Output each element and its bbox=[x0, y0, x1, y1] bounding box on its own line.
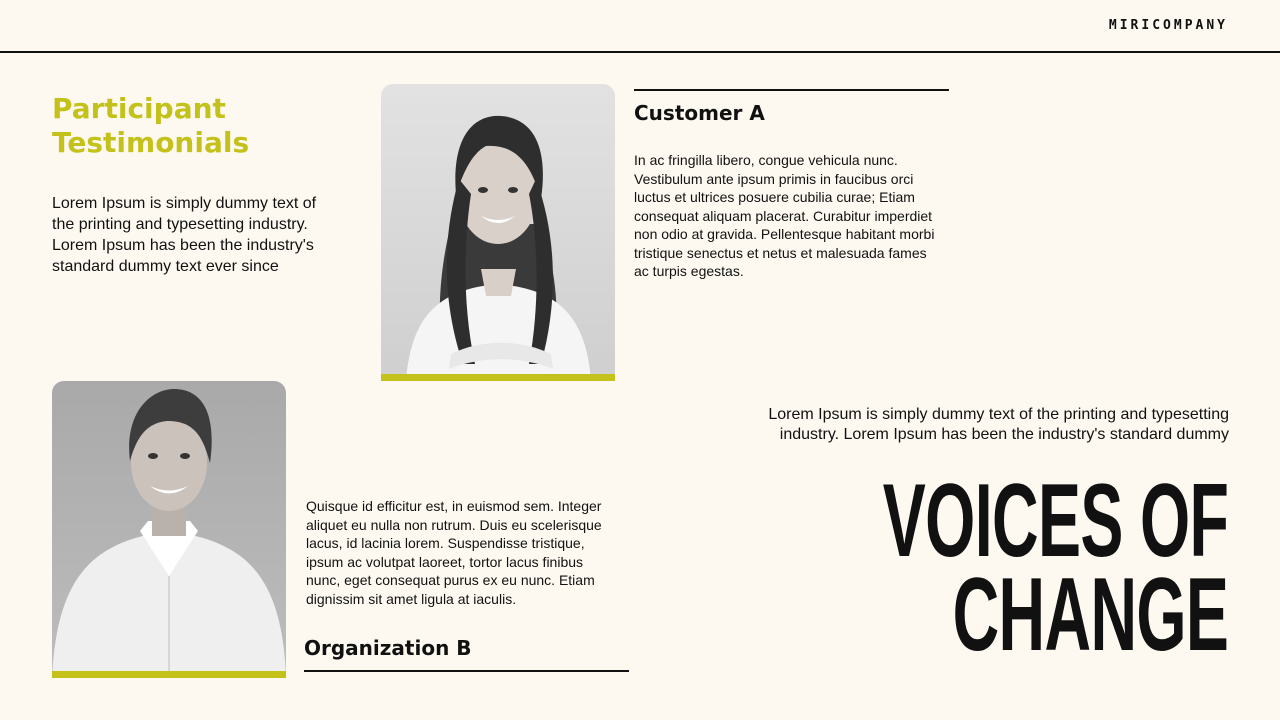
hero-headline-line-1: VOICES OF bbox=[882, 463, 1228, 579]
accent-bar bbox=[381, 374, 615, 381]
customer-a-divider bbox=[634, 89, 949, 91]
woman-portrait-icon bbox=[381, 84, 615, 381]
man-portrait-icon bbox=[52, 381, 286, 678]
intro-text: Lorem Ipsum is simply dummy text of the printing and typesetting industry. Lorem Ipsum has been the industry's standard dummy text ever since bbox=[52, 195, 317, 275]
accent-bar bbox=[52, 671, 286, 678]
organization-b-name: Organization B bbox=[304, 636, 472, 660]
organization-b-photo bbox=[52, 381, 286, 678]
section-title bbox=[52, 92, 352, 160]
customer-a-name: Customer A bbox=[634, 101, 765, 125]
organization-b-quote: Quisque id efficitur est, in euismod sem. Integer aliquet eu nulla non rutrum. Duis eu scelerisque lacus, id lacinia lorem. Suspendisse tristique, ipsum ac volutpat laoreet, tortor lacus finibus nunc, eget consequat purus ex eu nunc. Etiam dignissim sit amet ligula at iaculis. bbox=[306, 498, 602, 607]
hero-headline bbox=[882, 463, 1228, 673]
hero-blurb: Lorem Ipsum is simply dummy text of the printing and typesetting industry. Lorem Ipsum has been the industry's standard dummy bbox=[768, 406, 1229, 443]
organization-b-divider bbox=[304, 670, 629, 672]
customer-a-photo bbox=[381, 84, 615, 381]
customer-a-quote: In ac fringilla libero, congue vehicula nunc. Vestibulum ante ipsum primis in faucibus orci luctus et ultrices posuere cubilia curae; Etiam consequat aliquam placerat. Curabitur imperdiet non odio at gravida. Pellentesque habitant morbi tristique senectus et netus et malesuada fames ac turpis egestas. bbox=[634, 152, 935, 279]
hero-headline-line-2: CHANGE bbox=[952, 557, 1228, 673]
header-divider bbox=[0, 51, 1280, 53]
section-title-line-2: Testimonials bbox=[52, 126, 250, 159]
section-title-line-1: Participant bbox=[52, 92, 226, 125]
brand-logo: MIRICOMPANY bbox=[1108, 18, 1228, 33]
